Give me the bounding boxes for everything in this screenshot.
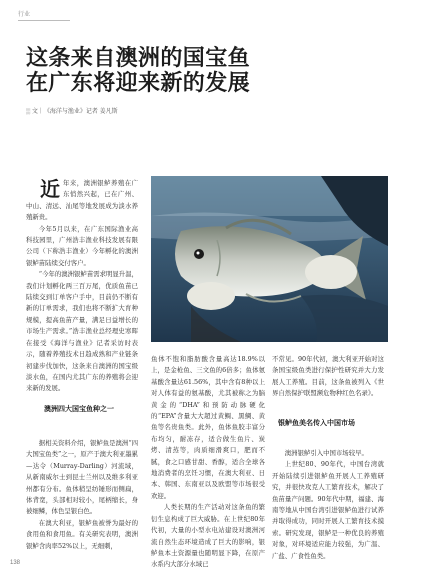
paragraph: 据相关资料介绍，银鲈鱼是澳洲“四大国宝鱼类”之一，原产于澳大利亚墨累—达令（Murray-Darling）河流域，从新南威尔士到昆士兰州以及维多利亚州都有分布。鱼体稍呈纺锤形而侧扁，体背宽，头部相对较小，尾柄缩长，身被细鳞，体色呈银白色。 — [26, 439, 138, 516]
title-line-2: 在广东将迎来新的发展 — [26, 70, 251, 96]
byline — [26, 106, 118, 115]
section-tag: 行业 — [18, 12, 31, 18]
article-title — [26, 46, 406, 96]
subheading-1: 澳洲四大国宝鱼种之一 — [44, 404, 114, 413]
body-column-3-lower — [272, 448, 384, 562]
body-column-1-lower — [26, 438, 138, 552]
subheading-2: 银鲈鱼美名传入中国市场 — [278, 418, 355, 427]
paragraph: 人类长期的生产活动对这条鱼的繁衍生息构成了巨大威胁。在上世纪80年代初，大量的小型水电站建设对澳洲河流自然生态环境造成了巨大的影响，银鲈鱼本土资源量也随明显下降，在原产水系内大部分水域已 — [151, 503, 265, 569]
drop-cap: 近 — [40, 177, 60, 201]
title-line-1: 这条来自澳洲的国宝鱼 — [26, 45, 251, 71]
page-number: 138 — [10, 560, 21, 566]
byline-marker: ▒ — [26, 109, 32, 115]
paragraph: 鱼体不饱和脂肪酸含量高达18.9%以上，是金枪鱼、三文鱼的6倍多；鱼体氨基酸含量达61.56%，其中含有8种以上对人体有益的氨基酸，尤其被称之为脑黄金的“DHA”和预防动脉硬化的“EPA”含量大大超过黄鲷、黑鲷、黄鱼等名贵鱼类。此外，鱼体鱼胶丰富分布均匀，耐冻存，适合做生鱼片、炭烤、清蒸等，肉质细滑爽口，肥而不腻，食之口感甘甜、香醇，适合全球各地消费者的烹饪习惯，在澳大利亚、日本、韩国、东南亚以及欧盟等市场很受欢迎。 — [151, 355, 265, 500]
byline-text: 文｜《海洋与渔业》记者 姜凡斯 — [31, 109, 118, 115]
paragraph: 上世纪80、90年代，中国台湾就开始陆续引进银鲈鱼开展人工养殖研究，并很快攻克人工繁育技术，解决了鱼苗量产问题。90年代中期，福建、海南等地从中国台湾引进银鲈鱼进行试养并取得成功，同时开展人工繁育技术摸索。研究发现，银鲈是一种优良的养殖对象，对环境适应能力较强，为广温、广盐、广食性鱼类。 — [272, 460, 384, 560]
paragraph: “今年的澳洲银鲈苗需求明显升温，我们计划孵化两三百万尾，优质鱼苗已陆续交到订单客户手中，目前仍不断有新的订单需求，我们也将不断扩大育种规模，提高鱼苗产量，满足日益增长的市场生产需求。”浩丰渔业总经理史寒晖在接受《海洋与渔业》记者采访时表示，随着养殖技术日趋成熟和产业链条初建步伐加快，这条来自澳洲的国宝级淡水鱼，在国内尤其广东的养殖将会迎来新的发展。 — [26, 270, 138, 393]
section-divider — [18, 20, 70, 21]
paragraph: 不常见。90年代初，澳大利亚开始对这条国宝级鱼类进行保护性研究并大力发展人工养殖。目前，这条鱼被列入《世界自然保护联盟濒危物种红色名录》。 — [272, 355, 384, 398]
paragraph: 在澳大利亚，银鲈鱼被誉为最好的食用鱼和食用鱼。有关研究表明，澳洲银鲈含肉率52%以上，无细刺， — [26, 518, 138, 550]
fish-illustration — [151, 176, 388, 342]
body-column-3 — [272, 354, 384, 400]
body-column-2 — [151, 354, 265, 571]
lead-text: 年来，澳洲银鲈养殖在广东悄然兴起，已在广州、中山、清远、汕尾等地发展成为淡水养殖新贵。 — [26, 179, 138, 222]
paragraph: 澳洲银鲈引入中国市场较早。 — [284, 449, 368, 457]
lead-paragraph — [26, 178, 138, 224]
article-photo-fish — [151, 176, 388, 342]
paragraph: 今年5月以来，在广东国际渔业高科技园里，广州浩丰渔业科技发展有限公司（下称浩丰渔业）今年孵化的澳洲银鲈苗陆续交付客户。 — [26, 224, 138, 267]
body-column-1 — [26, 178, 138, 395]
